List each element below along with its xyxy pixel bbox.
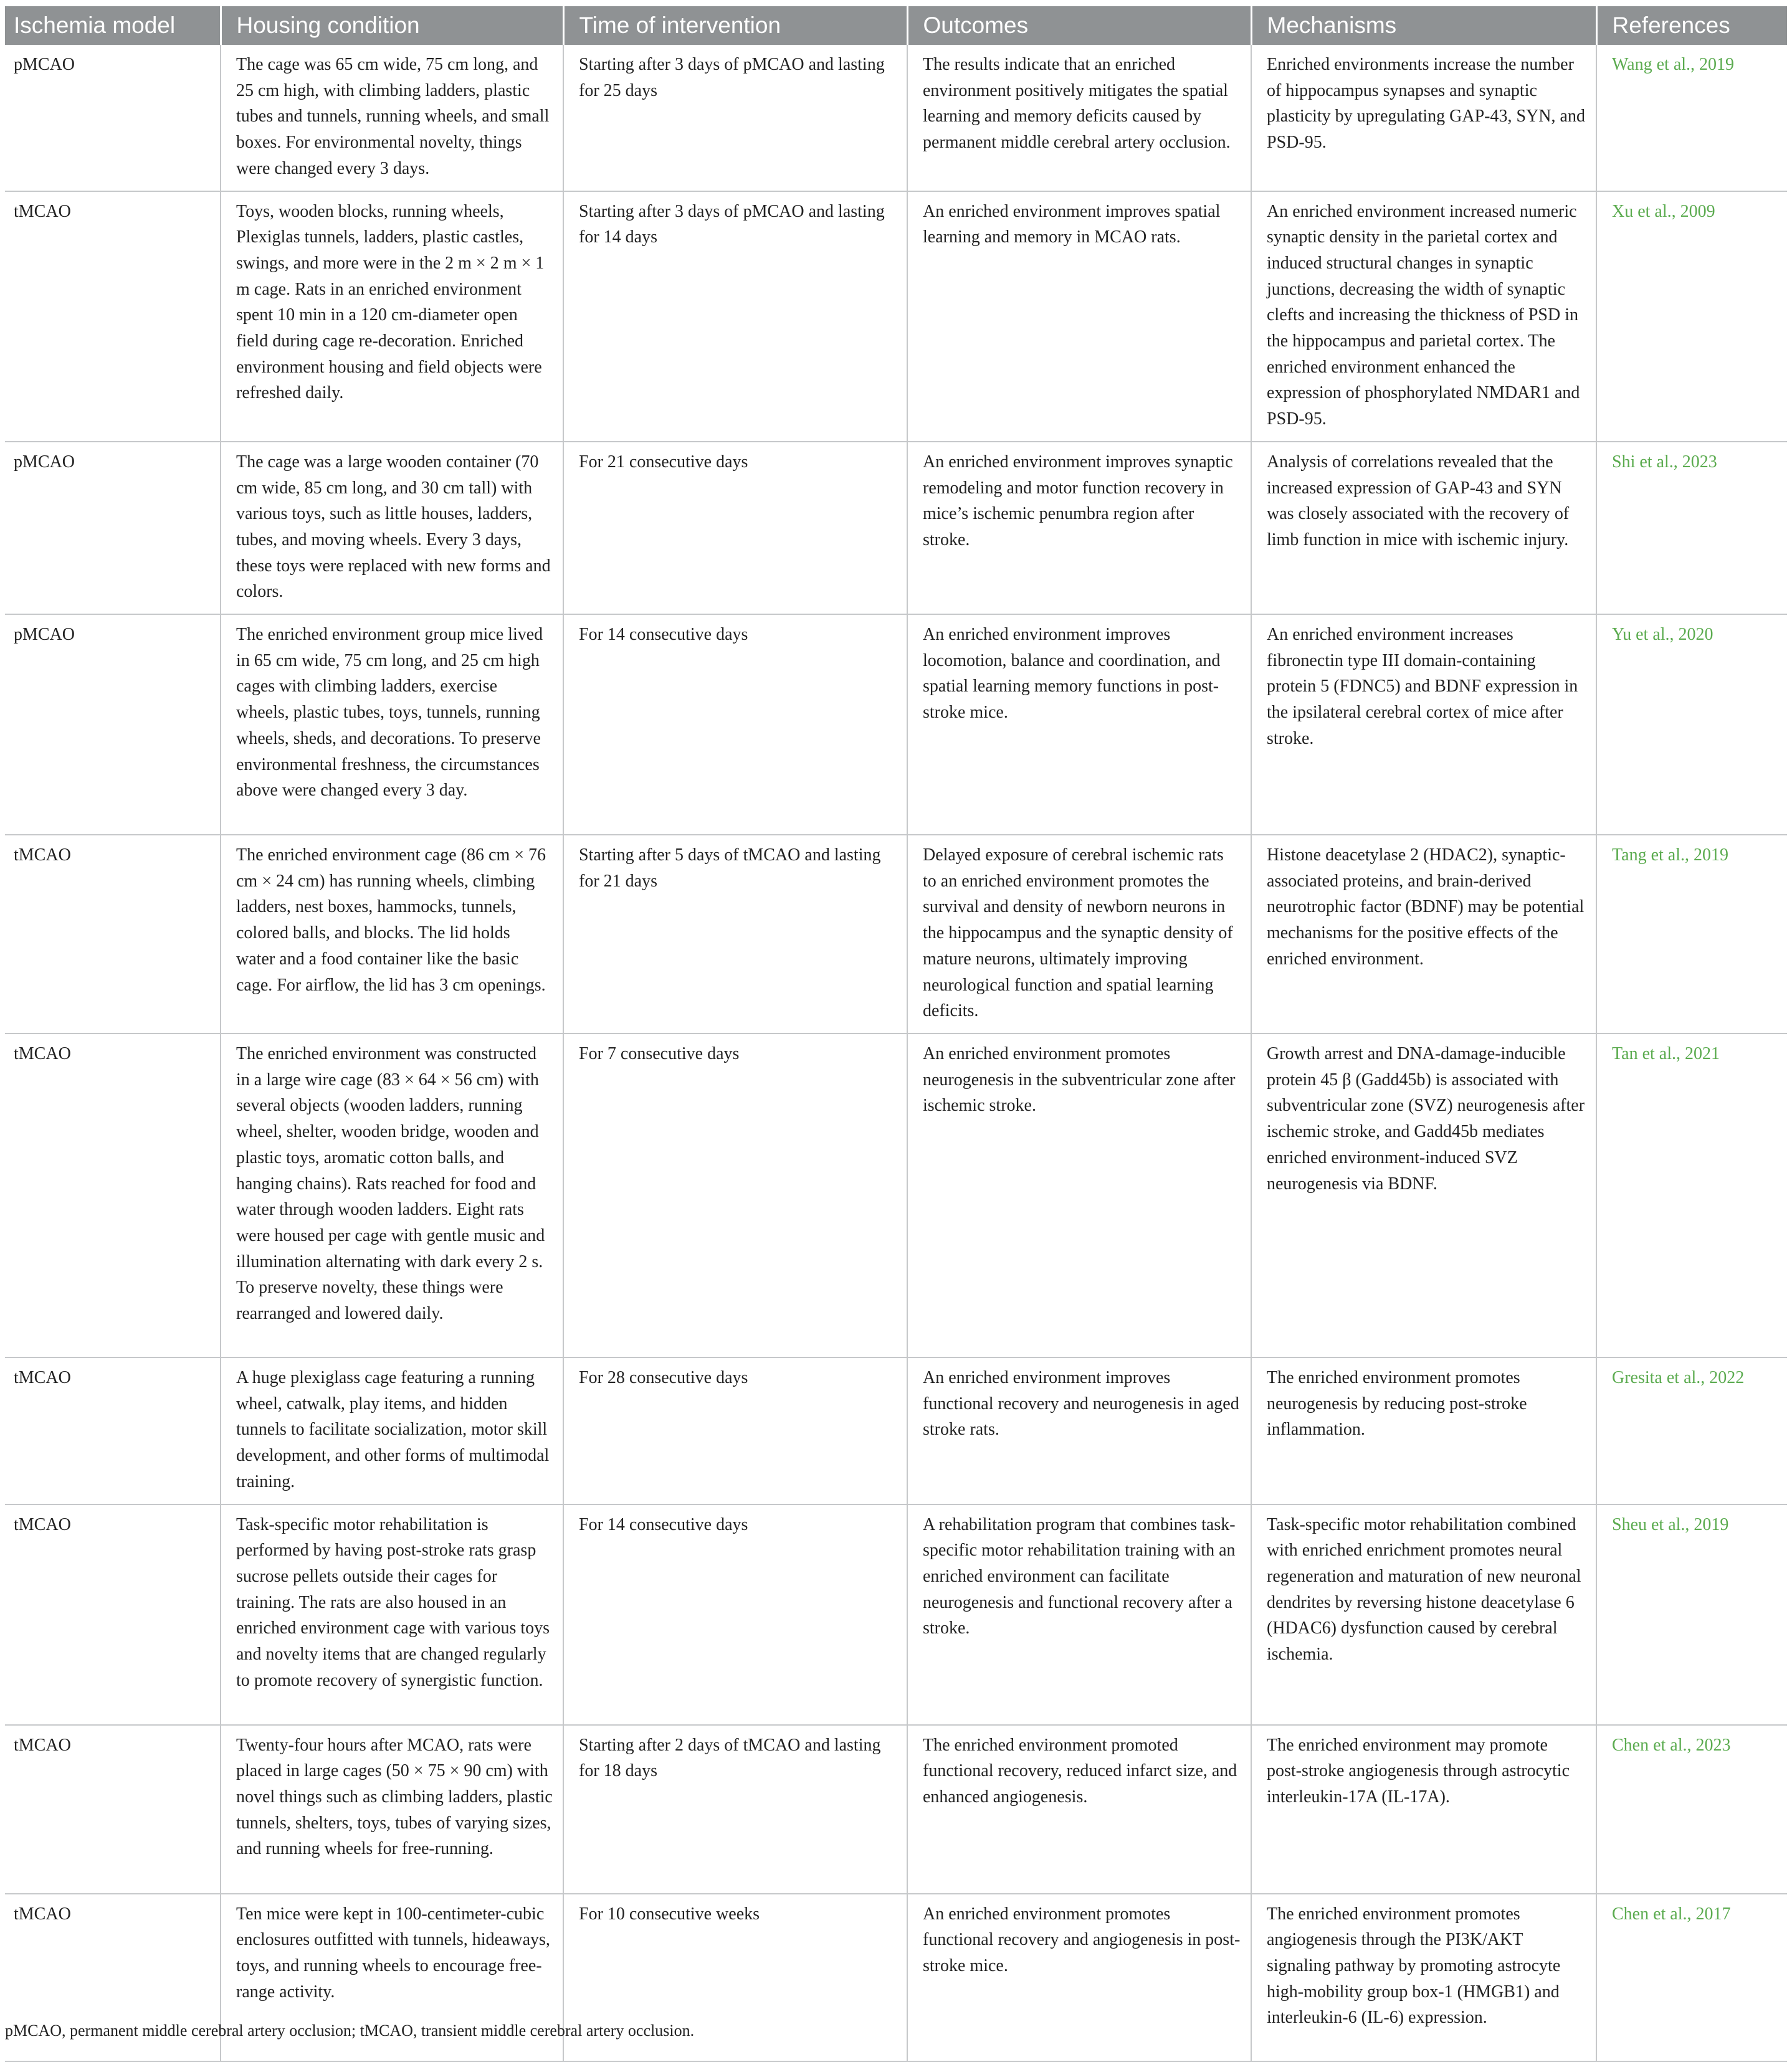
cell-mechanisms: Histone deacetylase 2 (HDAC2), synaptic-associated proteins, and brain-derived neurotrophic factor (BDNF) may be potential mechanisms for the positive effects of the enriched environment. (1251, 835, 1596, 1033)
reference-link[interactable]: Tan et al., 2021 (1596, 1033, 1787, 1357)
table-row (5, 835, 1787, 1033)
cell-mechanisms: Analysis of correlations revealed that the increased expression of GAP-43 and SYN was closely associated with the recovery of limb function in mice with ischemic injury. (1251, 442, 1596, 614)
table-footnote: pMCAO, permanent middle cerebral artery occlusion; tMCAO, transient middle cerebral artery occlusion. (5, 2022, 695, 2040)
cell-housing: A huge plexiglass cage featuring a running wheel, catwalk, play items, and hidden tunnels to facilitate socialization, motor skill development, and other forms of multimodal training. (221, 1357, 563, 1504)
cell-time: Starting after 3 days of pMCAO and lasting for 14 days (563, 191, 907, 442)
cell-time: Starting after 2 days of tMCAO and lasting for 18 days (563, 1725, 907, 1894)
cell-mechanisms: Task-specific motor rehabilitation combined with enriched enrichment promotes neural regeneration and maturation of new neuronal dendrites by reversing histone deacetylase 6 (HDAC6) dysfunction caused by cerebral ischemia. (1251, 1504, 1596, 1725)
cell-time: For 14 consecutive days (563, 1504, 907, 1725)
cell-outcomes: An enriched environment promotes neurogenesis in the subventricular zone after ischemic stroke. (907, 1033, 1251, 1357)
reference-link[interactable]: Tang et al., 2019 (1596, 835, 1787, 1033)
cell-mechanisms: The enriched environment may promote post-stroke angiogenesis through astrocytic interleukin-17A (IL-17A). (1251, 1725, 1596, 1894)
cell-housing: The enriched environment was constructed in a large wire cage (83 × 64 × 56 cm) with several objects (wooden ladders, running wheel, shelter, wooden bridge, wooden and plastic toys, aromatic cotton balls, and hanging chains). Rats reached for food and water through wooden ladders. Eight rats were housed per cage with gentle music and illumination alternating with dark every 2 s. To preserve novelty, these things were rearranged and lowered daily. (221, 1033, 563, 1357)
cell-model: tMCAO (5, 1504, 221, 1725)
table-row (5, 1033, 1787, 1357)
cell-time: For 14 consecutive days (563, 614, 907, 835)
cell-outcomes: An enriched environment improves functional recovery and neurogenesis in aged stroke rats. (907, 1357, 1251, 1504)
cell-time: Starting after 3 days of pMCAO and lasting for 25 days (563, 45, 907, 191)
col-header-housing-condition: Housing condition (221, 6, 563, 45)
cell-mechanisms: Growth arrest and DNA-damage-inducible protein 45 β (Gadd45b) is associated with subventricular zone (SVZ) neurogenesis after ischemic stroke, and Gadd45b mediates enriched environment-induced SVZ neurogenesis via BDNF. (1251, 1033, 1596, 1357)
cell-housing: Ten mice were kept in 100-centimeter-cubic enclosures outfitted with tunnels, hideaways, toys, and running wheels to encourage free-range activity. (221, 1894, 563, 2061)
table-row (5, 1504, 1787, 1725)
cell-housing: The cage was a large wooden container (70 cm wide, 85 cm long, and 30 cm tall) with various toys, such as little houses, ladders, tubes, and moving wheels. Every 3 days, these toys were replaced with new forms and colors. (221, 442, 563, 614)
reference-link[interactable]: Sheu et al., 2019 (1596, 1504, 1787, 1725)
reference-link[interactable]: Chen et al., 2023 (1596, 1725, 1787, 1894)
reference-link[interactable]: Wang et al., 2019 (1596, 45, 1787, 191)
cell-model: pMCAO (5, 45, 221, 191)
cell-outcomes: The enriched environment promoted functional recovery, reduced infarct size, and enhanced angiogenesis. (907, 1725, 1251, 1894)
cell-model: pMCAO (5, 442, 221, 614)
cell-housing: The enriched environment group mice lived in 65 cm wide, 75 cm long, and 25 cm high cages with climbing ladders, exercise wheels, plastic tubes, toys, tunnels, running wheels, sheds, and decorations. To preserve environmental freshness, the circumstances above were changed every 3 day. (221, 614, 563, 835)
cell-mechanisms: An enriched environment increased numeric synaptic density in the parietal cortex and induced structural changes in synaptic junctions, decreasing the width of synaptic clefts and increasing the thickness of PSD in the hippocampus and parietal cortex. The enriched environment enhanced the expression of phosphorylated NMDAR1 and PSD-95. (1251, 191, 1596, 442)
table-row (5, 1725, 1787, 1894)
cell-housing: Twenty-four hours after MCAO, rats were placed in large cages (50 × 75 × 90 cm) with novel things such as climbing ladders, plastic tunnels, shelters, toys, tubes of varying sizes, and running wheels for free-running. (221, 1725, 563, 1894)
cell-outcomes: An enriched environment improves synaptic remodeling and motor function recovery in mice’s ischemic penumbra region after stroke. (907, 442, 1251, 614)
reference-link[interactable]: Chen et al., 2017 (1596, 1894, 1787, 2061)
table-row (5, 191, 1787, 442)
data-table (5, 6, 1787, 2062)
cell-outcomes: An enriched environment promotes functional recovery and angiogenesis in post-stroke mice. (907, 1894, 1251, 2061)
cell-model: tMCAO (5, 835, 221, 1033)
table-row (5, 1357, 1787, 1504)
cell-model: tMCAO (5, 1357, 221, 1504)
cell-model: tMCAO (5, 1894, 221, 2061)
cell-mechanisms: Enriched environments increase the number of hippocampus synapses and synaptic plasticity by upregulating GAP-43, SYN, and PSD-95. (1251, 45, 1596, 191)
table-row (5, 45, 1787, 191)
cell-outcomes: The results indicate that an enriched environment positively mitigates the spatial learning and memory deficits caused by permanent middle cerebral artery occlusion. (907, 45, 1251, 191)
cell-model: tMCAO (5, 191, 221, 442)
cell-outcomes: An enriched environment improves locomotion, balance and coordination, and spatial learning memory functions in post-stroke mice. (907, 614, 1251, 835)
cell-mechanisms: An enriched environment increases fibronectin type III domain-containing protein 5 (FDNC5) and BDNF expression in the ipsilateral cerebral cortex of mice after stroke. (1251, 614, 1596, 835)
cell-outcomes: An enriched environment improves spatial learning and memory in MCAO rats. (907, 191, 1251, 442)
cell-mechanisms: The enriched environment promotes neurogenesis by reducing post-stroke inflammation. (1251, 1357, 1596, 1504)
col-header-time-of-intervention: Time of intervention (563, 6, 907, 45)
reference-link[interactable]: Shi et al., 2023 (1596, 442, 1787, 614)
cell-time: Starting after 5 days of tMCAO and lasting for 21 days (563, 835, 907, 1033)
cell-outcomes: A rehabilitation program that combines task-specific motor rehabilitation training with an enriched environment can facilitate neurogenesis and functional recovery after a stroke. (907, 1504, 1251, 1725)
col-header-references: References (1596, 6, 1787, 45)
cell-housing: Toys, wooden blocks, running wheels, Plexiglas tunnels, ladders, plastic castles, swings, and more were in the 2 m × 2 m × 1 m cage. Rats in an enriched environment spent 10 min in a 120 cm-diameter open field during cage re-decoration. Enriched environment housing and field objects were refreshed daily. (221, 191, 563, 442)
cell-model: pMCAO (5, 614, 221, 835)
header-row (5, 6, 1787, 45)
cell-time: For 10 consecutive weeks (563, 1894, 907, 2061)
reference-link[interactable]: Xu et al., 2009 (1596, 191, 1787, 442)
col-header-ischemia-model: Ischemia model (5, 6, 221, 45)
cell-time: For 28 consecutive days (563, 1357, 907, 1504)
table-row (5, 442, 1787, 614)
cell-mechanisms: The enriched environment promotes angiogenesis through the PI3K/AKT signaling pathway by promoting astrocyte high-mobility group box-1 (HMGB1) and interleukin-6 (IL-6) expression. (1251, 1894, 1596, 2061)
cell-housing: Task-specific motor rehabilitation is performed by having post-stroke rats grasp sucrose pellets outside their cages for training. The rats are also housed in an enriched environment cage with various toys and novelty items that are changed regularly to promote recovery of synergistic function. (221, 1504, 563, 1725)
cell-time: For 21 consecutive days (563, 442, 907, 614)
cell-outcomes: Delayed exposure of cerebral ischemic rats to an enriched environment promotes the survival and density of newborn neurons in the hippocampus and the synaptic density of mature neurons, ultimately improving neurological function and spatial learning deficits. (907, 835, 1251, 1033)
reference-link[interactable]: Yu et al., 2020 (1596, 614, 1787, 835)
reference-link[interactable]: Gresita et al., 2022 (1596, 1357, 1787, 1504)
cell-housing: The cage was 65 cm wide, 75 cm long, and 25 cm high, with climbing ladders, plastic tubes and tunnels, running wheels, and small boxes. For environmental novelty, things were changed every 3 days. (221, 45, 563, 191)
cell-model: tMCAO (5, 1725, 221, 1894)
col-header-outcomes: Outcomes (907, 6, 1251, 45)
cell-time: For 7 consecutive days (563, 1033, 907, 1357)
cell-housing: The enriched environment cage (86 cm × 76 cm × 24 cm) has running wheels, climbing ladders, nest boxes, hammocks, tunnels, colored balls, and blocks. The lid holds water and a food container like the basic cage. For airflow, the lid has 3 cm openings. (221, 835, 563, 1033)
table-row (5, 614, 1787, 835)
cell-model: tMCAO (5, 1033, 221, 1357)
col-header-mechanisms: Mechanisms (1251, 6, 1596, 45)
